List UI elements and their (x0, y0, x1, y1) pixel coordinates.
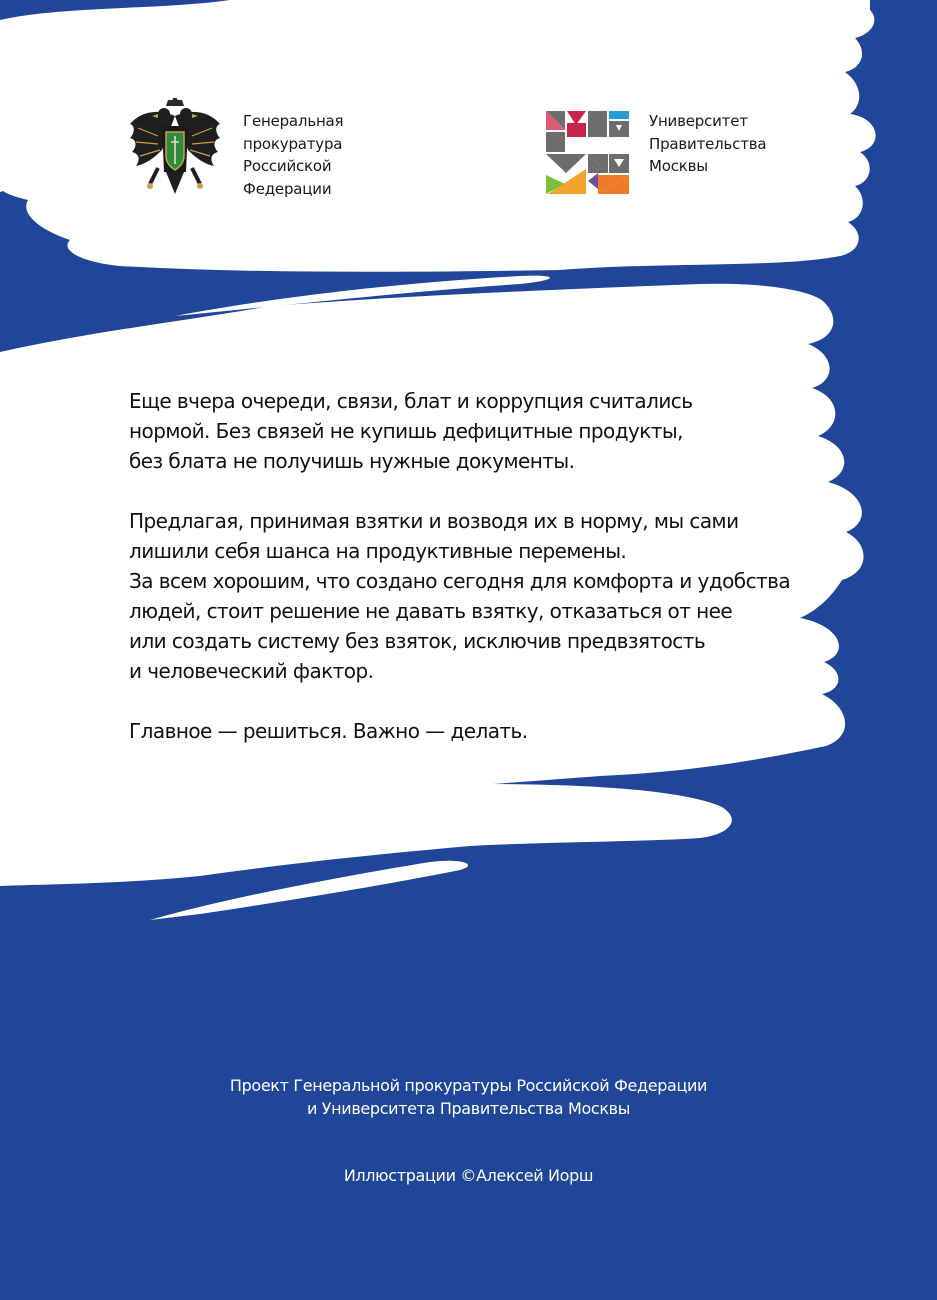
text-line: лишили себя шанса на продуктивные перемены. (129, 539, 627, 563)
project-line: и Университета Правительства Москвы (306, 1099, 631, 1118)
paragraph (129, 386, 809, 476)
footer (0, 1074, 937, 1187)
main-text (129, 386, 809, 776)
double-headed-eagle-emblem-icon (128, 98, 222, 202)
university-mosaic-logo-icon (546, 111, 629, 194)
text-line: людей, стоит решение не давать взятку, отказаться от нее (129, 599, 733, 623)
text-line: без блата не получишь нужные документы. (129, 449, 575, 473)
prosecutor-name-line: Российской (243, 157, 332, 175)
prosecutor-general-name (243, 110, 343, 200)
university-name (649, 110, 766, 178)
text-line: и человеческий фактор. (129, 659, 374, 683)
text-line: Предлагая, принимая взятки и возводя их в норму, мы сами (129, 509, 739, 533)
text-line: Еще вчера очереди, связи, блат и коррупция считались (129, 389, 693, 413)
illustration-credit: Иллюстрации ©Алексей Иорш (343, 1166, 594, 1185)
university-name-line: Москвы (649, 157, 708, 175)
project-line: Проект Генеральной прокуратуры Российской Федерации (229, 1076, 708, 1095)
prosecutor-name-line: Федерации (243, 179, 332, 198)
university-name-line: Университет (649, 112, 748, 130)
prosecutor-name-line: прокуратура (243, 134, 343, 153)
text-line: нормой. Без связей не купишь дефицитные продукты, (129, 419, 683, 443)
prosecutor-name-line: Генеральная (243, 112, 344, 130)
university-name-line: Правительства (649, 134, 767, 153)
paragraph (129, 506, 809, 686)
text-line: Главное — решиться. Важно — делать. (129, 719, 528, 743)
paragraph (129, 716, 809, 746)
text-line: или создать систему без взяток, исключив предвзятость (129, 629, 706, 653)
text-line: За всем хорошим, что создано сегодня для комфорта и удобства (129, 569, 791, 593)
